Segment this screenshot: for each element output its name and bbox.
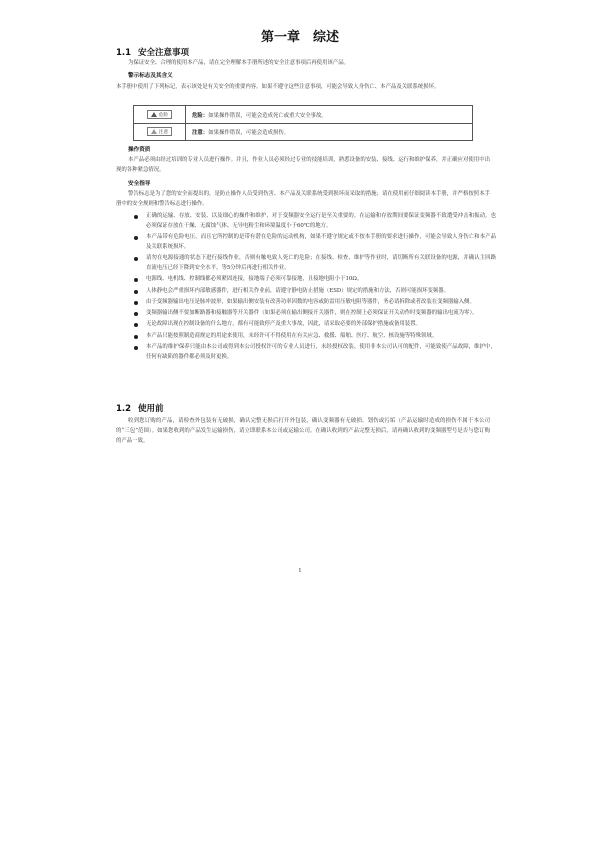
list-item: 请勿在电源接通的状态下进行接线作业，否则有触电致人死亡的危险；在接线、检查、维护等作业时，请切断所有关联设备的电源，并确认主回路直流电压已经下降到安全水平，等5分钟后再进行相关作业。 bbox=[116, 254, 496, 274]
caution-label: 注意： bbox=[192, 129, 209, 136]
operator-qualification-heading: 操作资质 bbox=[128, 147, 151, 153]
list-item: 由于变频器输出电压是脉冲波形，如果输出侧安装有改善功率因数的电容或防雷用压敏电阻等器件，务必请拆除或者改装在变频器输入侧。 bbox=[116, 298, 496, 308]
danger-label: 危险： bbox=[192, 112, 209, 119]
bullet-icon bbox=[134, 312, 138, 316]
safety-guide-paragraph: 警告标志是为了您的安全而提出的，是防止操作人员受到伤害、本产品及关联系统受到损坏而采取的措施；请在使用前仔细阅读本手册，并严格按照本手册中的安全规则和警告标志进行操作。 bbox=[116, 191, 490, 207]
danger-row bbox=[134, 106, 472, 124]
section-number: 1.2 bbox=[116, 404, 132, 414]
list-item: 无论故障出现在控制设备的什么地方，都有可能致停产及重大事故，因此，请采取必要的外部保护措施或备用装置。 bbox=[116, 320, 496, 330]
danger-description: 如果操作错误，可能会造成死亡或重大安全事故。 bbox=[208, 112, 327, 119]
chapter-title: 第一章 综述 bbox=[260, 30, 339, 45]
list-item: 本产品的维护保养只能由本公司或得到本公司授权许可的专业人员进行，未经授权改装、使用非本公司认可的配件，可能致使产品故障，维护中，任何有缺陷的器件都必须及时更换。 bbox=[116, 343, 496, 363]
bullet-icon bbox=[134, 236, 138, 240]
warning-triangle-icon bbox=[151, 112, 157, 117]
warning-marks-heading: 警示标志及其含义 bbox=[128, 73, 173, 79]
list-item: 正确的运输、存放、安装、以及细心的操作和维护，对于变频器安全运行是至关重要的。在运输和存放期间要保证变频器不致遭受冲击和振动，也必须保证存放在干燥、无腐蚀气体、无导电粉尘和环境温度小于60℃的地方。 bbox=[116, 212, 496, 232]
list-item: 本产品带有危险电压，而且它所控制的是带有潜在危险的运动机构，如果不遵守规定或不按本手册的要求进行操作，可能会导致人身伤亡和本产品及关联系统损坏。 bbox=[116, 233, 496, 253]
warning-notice-table bbox=[133, 105, 473, 141]
bullet-icon bbox=[134, 215, 138, 219]
list-item: 本产品只能按照制造商规定的用途来使用，未经许可不得使用在有关应急、救援、船舶、医疗、航空、核设施等特殊领域。 bbox=[116, 332, 496, 342]
warning-marks-paragraph: 本手册中使用了下列标记，表示该处是有关安全的重要内容。如果不遵守这些注意事项，可能会导致人身伤亡、本产品及关联系统损坏。 bbox=[116, 84, 440, 90]
safety-bullet-list bbox=[116, 212, 496, 364]
list-item: 人体静电会严重损坏内部敏感器件，进行相关作业前，请遵守静电防止措施（ESD）规定的措施和方法，否则可能损坏变频器。 bbox=[116, 287, 496, 297]
bullet-icon bbox=[134, 290, 138, 294]
list-item: 电源线、电机线、控制线都必须紧固连接，接地端子必须可靠接地，且接地电阻小于10Ω。 bbox=[116, 275, 496, 285]
caution-description: 如果操作错误，可能会造成损伤。 bbox=[208, 129, 290, 136]
before-use-paragraph: 收到您订购的产品，请检查外包装有无破损，确认完整无损后打开外包装，确认变频器有无破损、划伤或污垢（产品运输时造成的损伤不属于本公司的“三包”范围）。如果您收到的产品发生运输损伤，请立即联系本公司或运输公司。在确认收到的产品完整无损后，请再确认收到的变频器型号是否与您订购的产品一致。 bbox=[116, 418, 490, 444]
caution-row bbox=[134, 123, 472, 140]
bullet-icon bbox=[134, 323, 138, 327]
safety-intro-paragraph: 为保证安全、合理的使用本产品，请在完全理解本手册所述的安全注意事项后再使用该产品。 bbox=[128, 60, 350, 66]
danger-badge: 危险 bbox=[147, 110, 172, 119]
section-title: 使用前 bbox=[138, 404, 164, 414]
bullet-icon bbox=[134, 335, 138, 339]
caution-badge: 注意 bbox=[147, 127, 172, 136]
bullet-icon bbox=[134, 301, 138, 305]
bullet-icon bbox=[134, 257, 138, 261]
bullet-icon bbox=[134, 278, 138, 282]
section-heading-1-1 bbox=[116, 46, 189, 58]
caution-triangle-icon bbox=[151, 129, 157, 134]
safety-guide-heading: 安全指导 bbox=[128, 181, 151, 187]
list-item: 变频器输出侧不要加断路器和接触器等开关器件（如果必须在输出侧接开关器件，则在控制上必须保证开关动作时变频器的输出电流为零）。 bbox=[116, 309, 496, 319]
section-number: 1.1 bbox=[116, 48, 132, 58]
operator-qualification-paragraph: 本产品必须由经过培训的专业人员进行操作。并且，作业人员必须经过专业的技能培训，熟悉设备的安装、接线、运行和维护保养，并正确应对使用中出现的各种紧急情况。 bbox=[116, 157, 490, 173]
page-number: 1 bbox=[298, 568, 302, 574]
bullet-icon bbox=[134, 346, 138, 350]
section-heading-1-2 bbox=[116, 402, 164, 414]
section-title: 安全注意事项 bbox=[138, 48, 190, 58]
